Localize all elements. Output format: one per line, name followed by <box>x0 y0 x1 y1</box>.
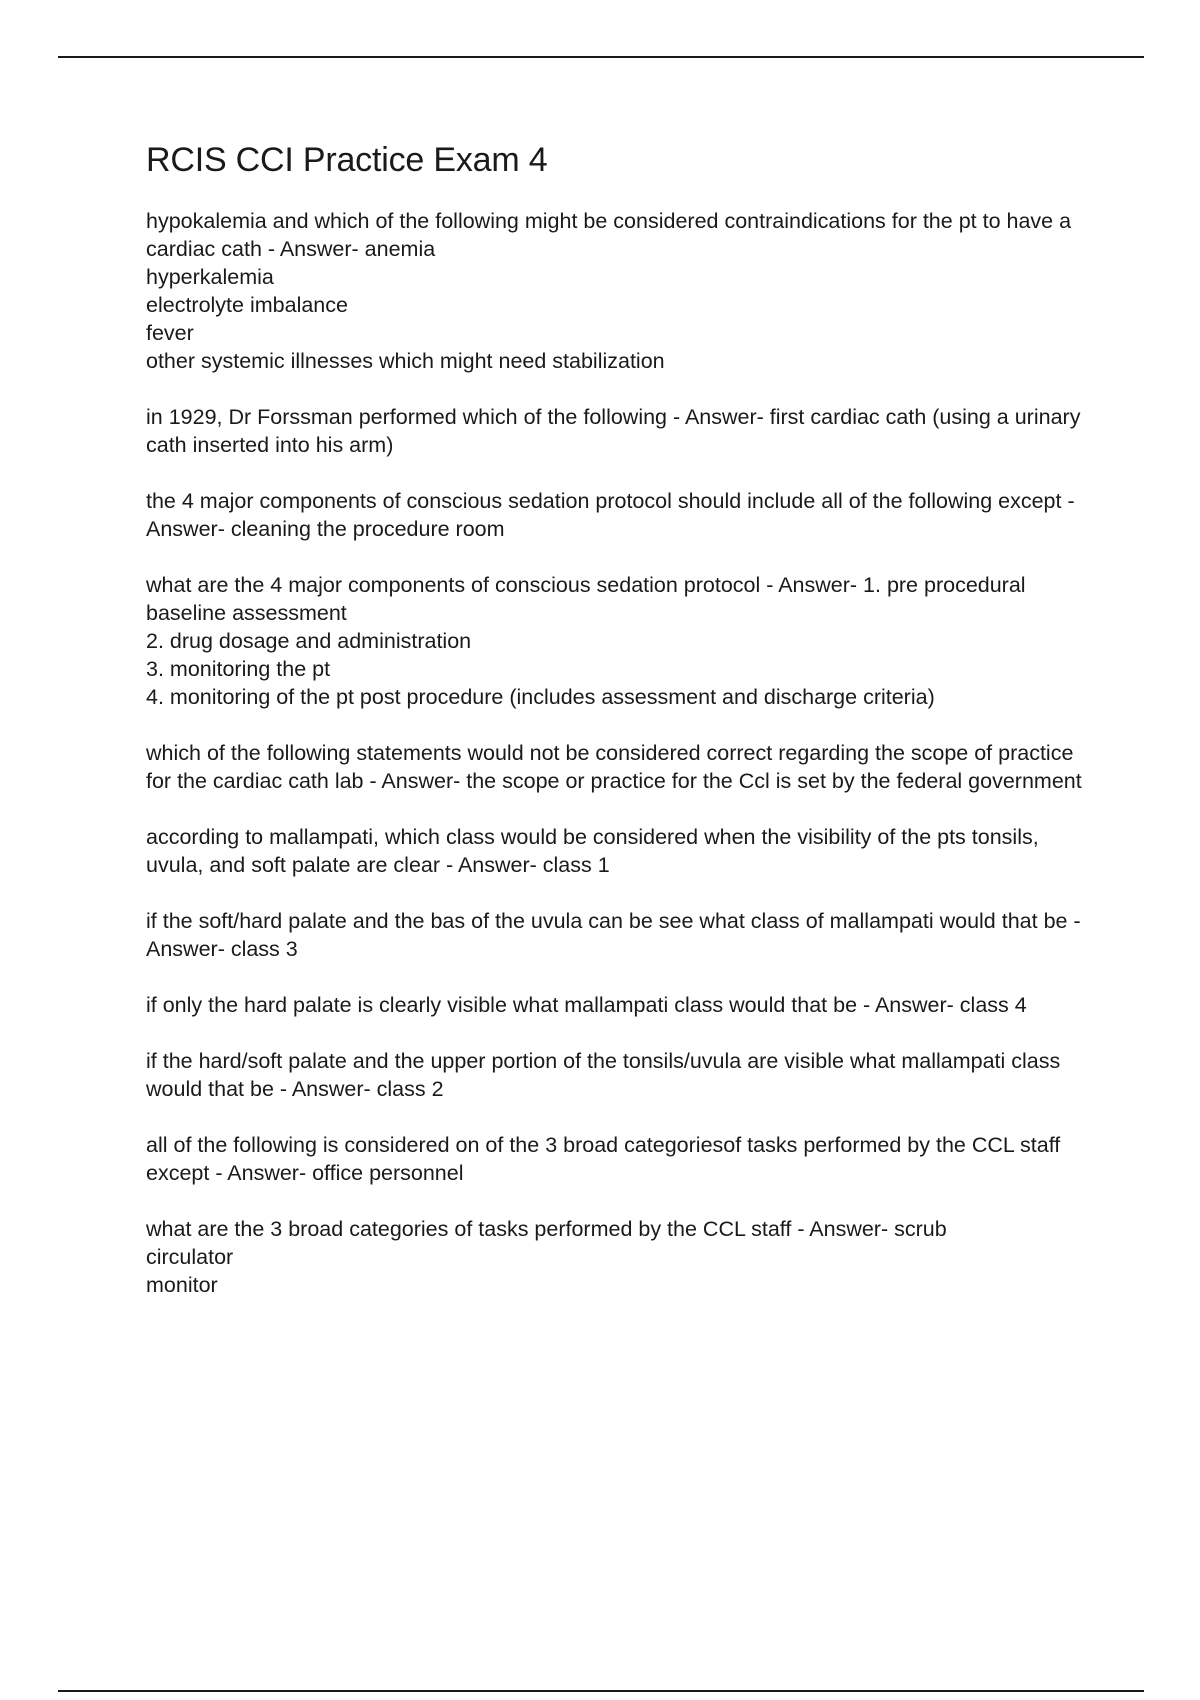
qa-item: what are the 4 major components of conscious sedation protocol - Answer- 1. pre procedural baseline assessment 2. drug dosage and administration 3. monitoring the pt 4. monitoring of the pt post procedure (includes assessment and discharge criteria) <box>146 572 1026 709</box>
qa-item: which of the following statements would not be considered correct regarding the scope of practice for the cardiac cath lab - Answer- the scope or practice for the Ccl is set by the federal government <box>146 740 1082 793</box>
qa-item: all of the following is considered on of the 3 broad categoriesof tasks performed by the CCL staff except - Answer- office personnel <box>146 1132 1061 1185</box>
qa-item: in 1929, Dr Forssman performed which of the following - Answer- first cardiac cath (using a urinary cath inserted into his arm) <box>146 404 1081 457</box>
qa-item: hypokalemia and which of the following might be considered contraindications for the pt to have a cardiac cath - Answer- anemia hyperkalemia electrolyte imbalance fever other systemic illnesses which might need stabilization <box>146 208 1072 373</box>
qa-item: if only the hard palate is clearly visible what mallampati class would that be - Answer- class 4 <box>146 992 1027 1017</box>
qa-item: if the hard/soft palate and the upper portion of the tonsils/uvula are visible what mallampati class would that be - Answer- class 2 <box>146 1048 1061 1101</box>
document-title: RCIS CCI Practice Exam 4 <box>146 141 548 179</box>
qa-item: if the soft/hard palate and the bas of the uvula can be see what class of mallampati would that be - Answer- class 3 <box>146 908 1081 961</box>
qa-item: what are the 3 broad categories of tasks performed by the CCL staff - Answer- scrub circulator monitor <box>146 1216 947 1297</box>
footer-rule <box>58 1690 1144 1692</box>
qa-item: according to mallampati, which class would be considered when the visibility of the pts tonsils, uvula, and soft palate are clear - Answer- class 1 <box>146 824 1039 877</box>
header-rule <box>58 56 1144 58</box>
document-body <box>146 140 1096 1327</box>
qa-item: the 4 major components of conscious sedation protocol should include all of the following except - Answer- cleaning the procedure room <box>146 488 1075 541</box>
